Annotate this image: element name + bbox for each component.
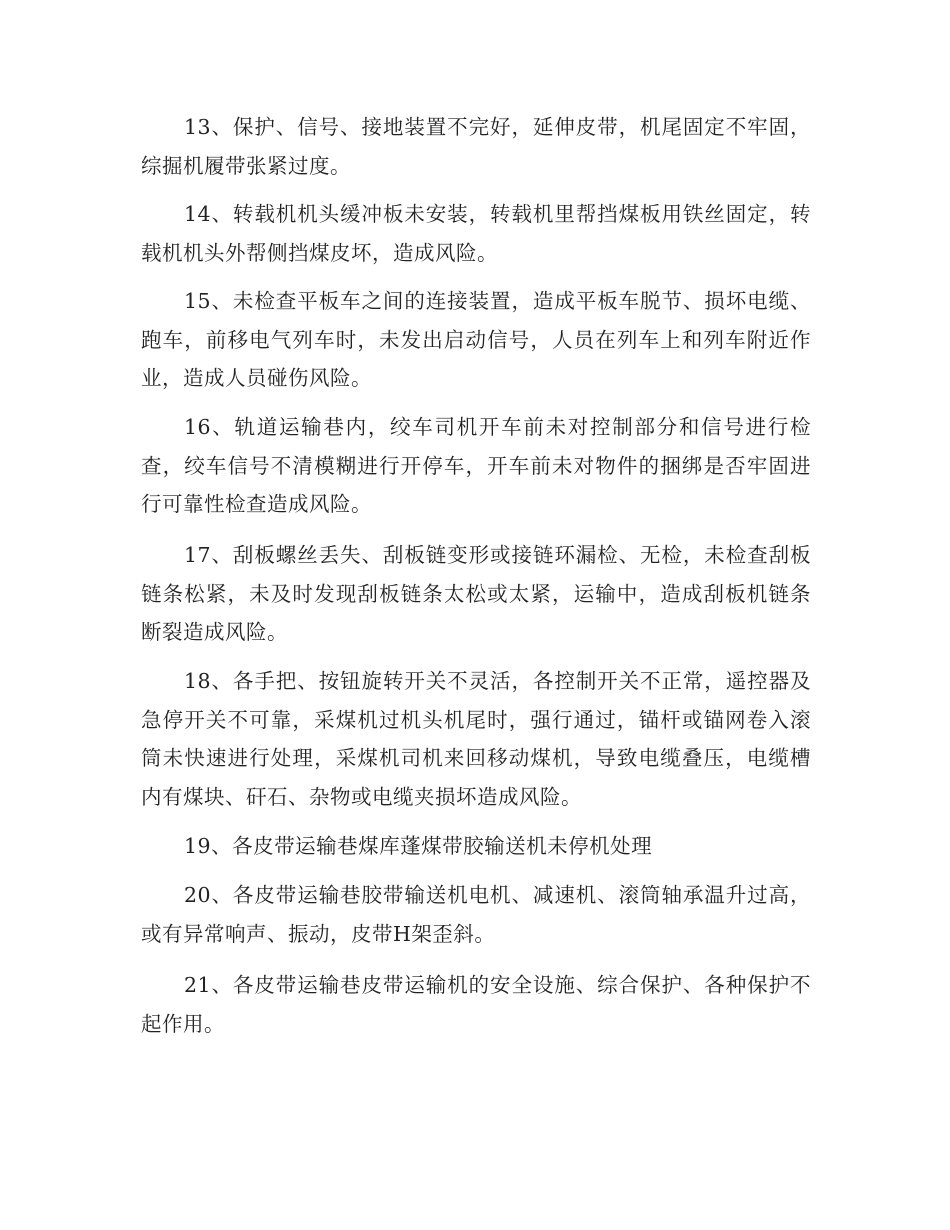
paragraph-19: 19、各皮带运输巷煤库蓬煤带胶输送机未停机处理 bbox=[184, 834, 653, 858]
paragraph-21: 21、各皮带运输巷皮带运输机的安全设施、综合保护、各种保护不起作用。 bbox=[141, 973, 811, 1036]
paragraph-16: 16、轨道运输巷内，绞车司机开车前未对控制部分和信号进行检查，绞车信号不清模糊进行开停车，开车前未对物件的捆绑是否牢固进行可靠性检查造成风险。 bbox=[141, 415, 811, 517]
paragraph-15: 15、未检查平板车之间的连接装置，造成平板车脱节、损坏电缆、跑车，前移电气列车时，未发出启动信号，人员在列车上和列车附近作业，造成人员碰伤风险。 bbox=[141, 289, 811, 391]
paragraph-13: 13、保护、信号、接地装置不完好，延伸皮带，机尾固定不牢固，综掘机履带张紧过度。 bbox=[141, 115, 811, 178]
paragraph-17: 17、刮板螺丝丢失、刮板链变形或接链环漏检、无检，未检查刮板链条松紧，未及时发现刮板链条太松或太紧，运输中，造成刮板机链条断裂造成风险。 bbox=[141, 543, 811, 645]
paragraph-18: 18、各手把、按钮旋转开关不灵活，各控制开关不正常，遥控器及急停开关不可靠，采煤机过机头机尾时，强行通过，锚杆或锚网卷入滚筒未快速进行处理，采煤机司机来回移动煤机，导致电缆叠压，电缆槽内有煤块、矸石、杂物或电缆夹损坏造成风险。 bbox=[141, 669, 811, 809]
paragraph-14: 14、转载机机头缓冲板未安装，转载机里帮挡煤板用铁丝固定，转载机机头外帮侧挡煤皮坏，造成风险。 bbox=[141, 202, 811, 265]
paragraph-20: 20、各皮带运输巷胶带输送机电机、减速机、滚筒轴承温升过高，或有异常响声、振动，皮带H架歪斜。 bbox=[141, 883, 811, 946]
